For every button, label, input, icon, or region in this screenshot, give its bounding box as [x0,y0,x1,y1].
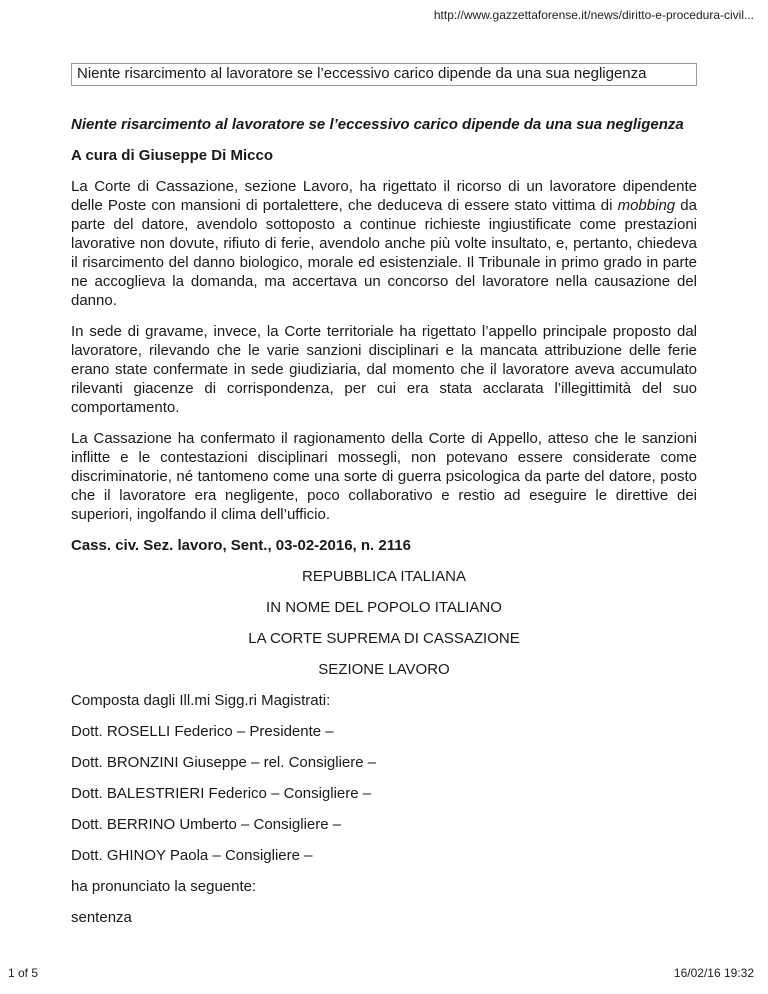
pronounced-line: ha pronunciato la seguente: [71,878,257,895]
composed-by: Composta dagli Ill.mi Sigg.ri Magistrati: [71,692,331,709]
sentenza-line: sentenza [71,909,132,926]
paragraph-1-part-1: La Corte di Cassazione, sezione Lavoro, ha rigettato il ricorso di un lavoratore dipendente delle Poste con mansioni di portalettere, che deduceva di essere stato vittima di [71,178,697,214]
heading-court: LA CORTE SUPREMA DI CASSAZIONE [248,630,520,647]
paragraph-1 [71,177,697,310]
paragraph-3: La Cassazione ha confermato il ragionamento della Corte di Appello, atteso che le sanzioni inflitte e le contestazioni disciplinari mossegli, non potevano essere considerate come discriminatorie, né tantomeno come una sorte di guerra psicologica da parte del datore, posto che il lavoratore era negligente, poco collaborativo e restio ad eseguire le direttive dei superiori, ingolfando il clima dell’ufficio. [71,430,697,523]
judge-line: Dott. BALESTRIERI Federico – Consigliere – [71,785,372,802]
heading-section: SEZIONE LAVORO [318,661,450,678]
mobbing-term: mobbing [617,197,676,214]
paragraph-2: In sede di gravame, invece, la Corte territoriale ha rigettato l’appello principale proposto dal lavoratore, rilevando che le varie sanzioni disciplinari e la mancata attribuzione delle ferie erano state confermate in sede giudiziaria, dal momento che il lavoratore aveva accumulato rilevanti giacenze di corrispondenza, per cui era stata acclarata l’illegittimità del suo comportamento. [71,323,697,416]
print-url-header: http://www.gazzettaforense.it/news/diritto-e-procedura-civil... [433,8,754,22]
heading-people: IN NOME DEL POPOLO ITALIANO [266,599,502,616]
article-content [71,63,697,927]
judge-line: Dott. GHINOY Paola – Consigliere – [71,847,313,864]
heading-republic: REPUBBLICA ITALIANA [302,568,466,585]
title-box: Niente risarcimento al lavoratore se l’eccessivo carico dipende da una sua negligenza [71,63,697,86]
article-title: Niente risarcimento al lavoratore se l’eccessivo carico dipende da una sua negligenza [71,116,684,133]
paragraph-1-part-2: da parte del datore, avendolo sottoposto a continue richieste ingiustificate come prestazioni lavorative non dovute, rifiuto di ferie, avendolo anche più volte insultato, e, pertanto, chiedeva il risarcimento del danno biologico, morale ed esistenziale. Il Tribunale in primo grado in parte ne accoglieva la domanda, ma accertava un concorso del lavoratore nella causazione del danno. [71,197,697,309]
case-citation: Cass. civ. Sez. lavoro, Sent., 03-02-2016, n. 2116 [71,537,411,554]
print-datetime: 16/02/16 19:32 [673,966,754,980]
judge-line: Dott. BRONZINI Giuseppe – rel. Consigliere – [71,754,377,771]
judge-line: Dott. BERRINO Umberto – Consigliere – [71,816,342,833]
judge-line: Dott. ROSELLI Federico – Presidente – [71,723,334,740]
page-number: 1 of 5 [8,966,39,980]
article-author: A cura di Giuseppe Di Micco [71,147,273,164]
